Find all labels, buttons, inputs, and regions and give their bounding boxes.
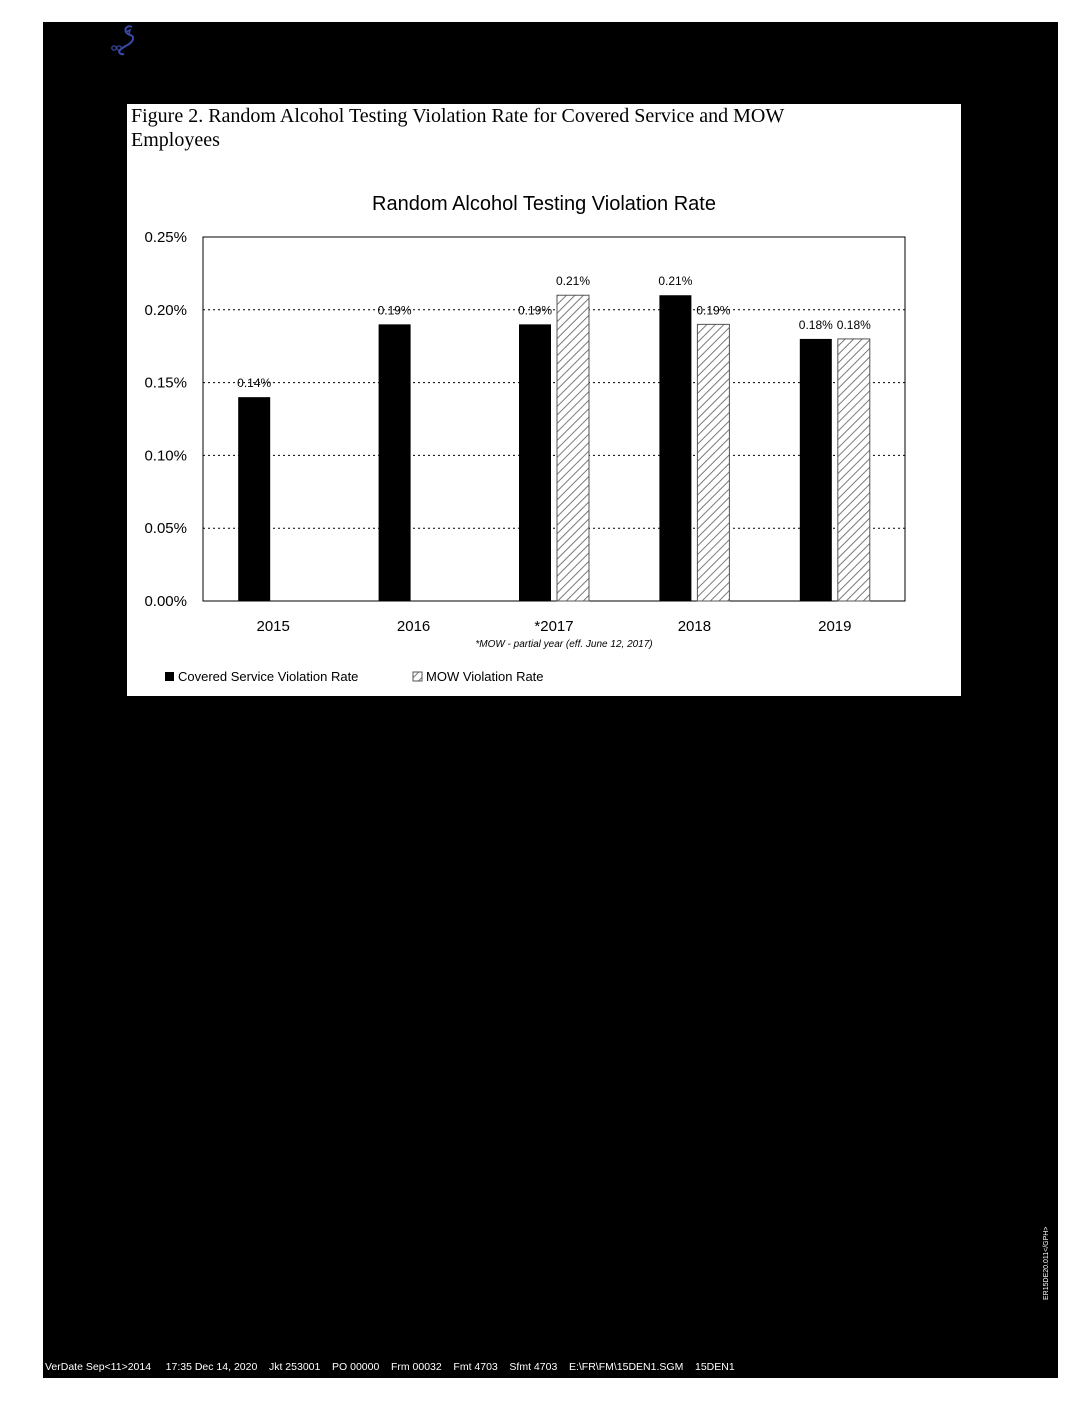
y-tick-label: 0.00% bbox=[144, 593, 187, 610]
legend bbox=[165, 669, 544, 684]
x-tick-label: *2017 bbox=[534, 618, 574, 635]
x-tick-label: 2018 bbox=[677, 618, 712, 635]
legend-label: MOW Violation Rate bbox=[426, 669, 544, 684]
covered-service-bar bbox=[519, 324, 551, 601]
chart-container bbox=[127, 174, 961, 696]
x-tick-label: 2015 bbox=[256, 618, 290, 635]
data-label: 0.21% bbox=[555, 274, 591, 289]
legend-swatch-covered bbox=[165, 672, 174, 681]
data-label: 0.19% bbox=[517, 303, 553, 318]
data-label: 0.18% bbox=[836, 317, 871, 332]
covered-service-bar bbox=[379, 324, 411, 601]
data-label: 0.18% bbox=[798, 317, 833, 332]
graphic-code: ER15DE20.011</GPH> bbox=[1043, 1226, 1050, 1300]
bar-chart bbox=[127, 174, 961, 696]
legend-label: Covered Service Violation Rate bbox=[178, 669, 359, 684]
covered-service-bar bbox=[659, 295, 691, 601]
y-tick-label: 0.20% bbox=[144, 301, 187, 319]
agency-logo bbox=[106, 24, 146, 58]
y-tick-label: 0.25% bbox=[144, 229, 187, 246]
covered-service-bar bbox=[800, 339, 832, 601]
data-label: 0.21% bbox=[658, 274, 693, 289]
chart-title: Random Alcohol Testing Violation Rate bbox=[372, 193, 716, 215]
x-tick-label: 2019 bbox=[818, 618, 852, 635]
y-tick-label: 0.10% bbox=[144, 447, 187, 465]
data-label: 0.19% bbox=[696, 303, 731, 318]
y-tick-label: 0.15% bbox=[144, 374, 187, 392]
plot-area bbox=[203, 237, 905, 601]
data-label: 0.19% bbox=[377, 303, 412, 318]
print-metadata-footer: VerDate Sep<11>2014 17:35 Dec 14, 2020 Jkt 253001 PO 00000 Frm 00032 Fmt 4703 Sfmt 4703 E:\FR\FM\15DEN1.SGM 15DEN1 bbox=[45, 1361, 735, 1373]
caption-line-1: Figure 2. Random Alcohol Testing Violation Rate for Covered Service and MOW bbox=[131, 105, 785, 127]
covered-service-bar bbox=[238, 397, 270, 601]
mow-bar bbox=[697, 324, 729, 601]
mow-bar bbox=[557, 295, 589, 601]
data-label: 0.14% bbox=[237, 376, 272, 391]
x-tick-label: 2016 bbox=[396, 618, 431, 635]
figure-caption bbox=[127, 104, 961, 174]
caption-line-2: Employees bbox=[131, 129, 220, 151]
mow-bar bbox=[838, 339, 870, 601]
y-tick-label: 0.05% bbox=[144, 520, 187, 538]
chart-footnote: *MOW - partial year (eff. June 12, 2017) bbox=[475, 639, 653, 650]
legend-swatch-mow bbox=[413, 672, 422, 681]
